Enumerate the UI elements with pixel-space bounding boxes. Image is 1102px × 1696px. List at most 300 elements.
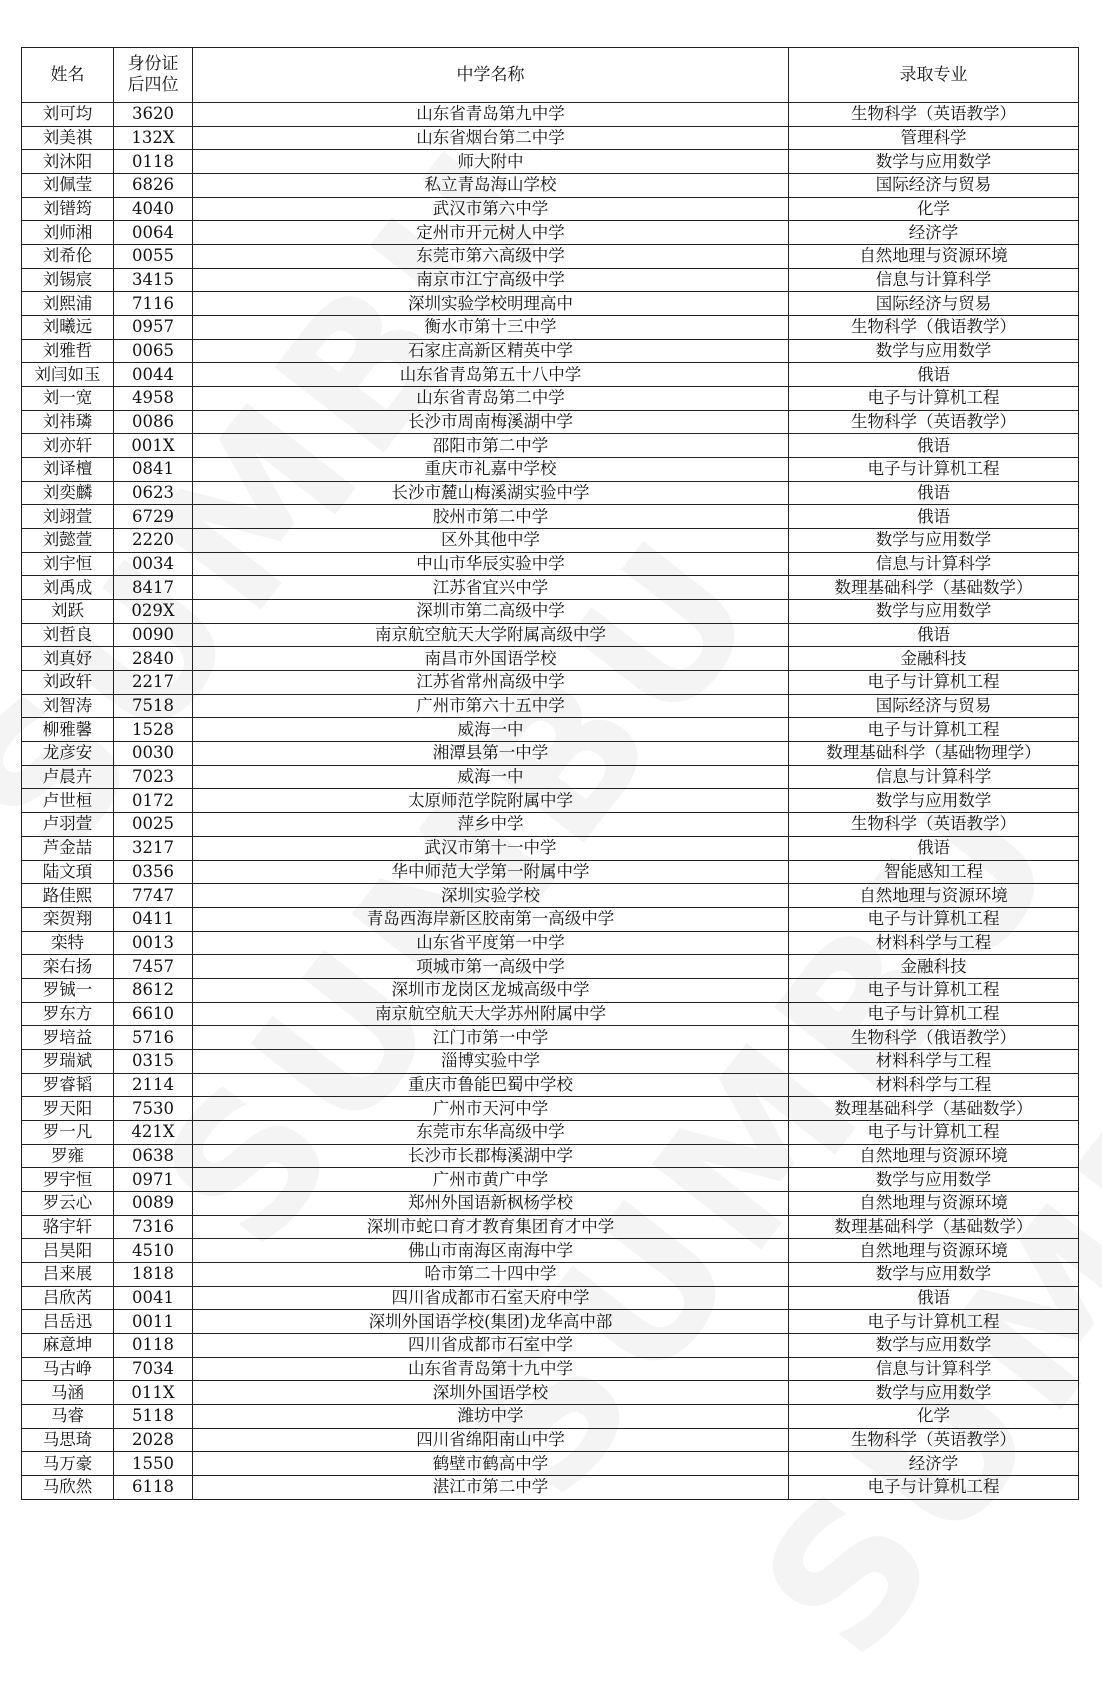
cell-name: 罗一凡 — [22, 1120, 114, 1144]
cell-major: 俄语 — [789, 836, 1079, 860]
cell-id-last4: 421X — [114, 1120, 193, 1144]
cell-major: 电子与计算机工程 — [789, 387, 1079, 411]
cell-name: 刘宇恒 — [22, 552, 114, 576]
cell-major: 数学与应用数学 — [789, 1381, 1079, 1405]
cell-major: 数学与应用数学 — [789, 1262, 1079, 1286]
cell-name: 罗培益 — [22, 1026, 114, 1050]
cell-school: 深圳实验学校 — [193, 884, 789, 908]
header-school: 中学名称 — [193, 48, 789, 103]
cell-id-last4: 0623 — [114, 481, 193, 505]
cell-school: 南京市江宁高级中学 — [193, 268, 789, 292]
cell-id-last4: 0957 — [114, 316, 193, 340]
cell-major: 俄语 — [789, 481, 1079, 505]
header-id-line2: 后四位 — [127, 75, 179, 95]
cell-id-last4: 4958 — [114, 387, 193, 411]
cell-major: 生物科学（英语教学） — [789, 813, 1079, 837]
cell-id-last4: 8417 — [114, 576, 193, 600]
table-row — [22, 1381, 1079, 1405]
cell-school: 东莞市东华高级中学 — [193, 1120, 789, 1144]
cell-name: 吕昊阳 — [22, 1239, 114, 1263]
table-row — [22, 1168, 1079, 1192]
cell-name: 卢世桓 — [22, 789, 114, 813]
cell-major: 智能感知工程 — [789, 860, 1079, 884]
cell-name: 罗雍 — [22, 1144, 114, 1168]
cell-id-last4: 6118 — [114, 1475, 193, 1499]
cell-id-last4: 3217 — [114, 836, 193, 860]
table-row — [22, 671, 1079, 695]
cell-school: 四川省成都市石室中学 — [193, 1333, 789, 1357]
table-row — [22, 836, 1079, 860]
cell-school: 湘潭县第一中学 — [193, 742, 789, 766]
cell-id-last4: 1528 — [114, 718, 193, 742]
cell-name: 刘曦远 — [22, 316, 114, 340]
header-id-last4 — [114, 48, 193, 103]
table-row — [22, 103, 1079, 127]
cell-school: 佛山市南海区南海中学 — [193, 1239, 789, 1263]
cell-id-last4: 0411 — [114, 907, 193, 931]
cell-name: 刘亦轩 — [22, 434, 114, 458]
cell-id-last4: 3620 — [114, 103, 193, 127]
cell-school: 太原师范学院附属中学 — [193, 789, 789, 813]
cell-name: 刘雅哲 — [22, 339, 114, 363]
cell-school: 长沙市麓山梅溪湖实验中学 — [193, 481, 789, 505]
cell-major: 俄语 — [789, 434, 1079, 458]
cell-name: 麻意坤 — [22, 1333, 114, 1357]
cell-major: 化学 — [789, 1404, 1079, 1428]
cell-school: 威海一中 — [193, 718, 789, 742]
cell-id-last4: 0118 — [114, 150, 193, 174]
table-row — [22, 316, 1079, 340]
cell-id-last4: 7116 — [114, 292, 193, 316]
cell-school: 衡水市第十三中学 — [193, 316, 789, 340]
cell-major: 数学与应用数学 — [789, 150, 1079, 174]
cell-id-last4: 4040 — [114, 197, 193, 221]
cell-school: 胶州市第二中学 — [193, 505, 789, 529]
cell-id-last4: 2840 — [114, 647, 193, 671]
cell-major: 国际经济与贸易 — [789, 694, 1079, 718]
admission-table — [21, 47, 1079, 1500]
cell-id-last4: 2114 — [114, 1073, 193, 1097]
cell-name: 卢晨卉 — [22, 765, 114, 789]
cell-school: 华中师范大学第一附属中学 — [193, 860, 789, 884]
cell-name: 刘祎璘 — [22, 410, 114, 434]
cell-name: 刘沐阳 — [22, 150, 114, 174]
cell-school: 山东省青岛第二中学 — [193, 387, 789, 411]
cell-school: 项城市第一高级中学 — [193, 955, 789, 979]
cell-major: 管理科学 — [789, 126, 1079, 150]
table-row — [22, 529, 1079, 553]
table-row — [22, 1002, 1079, 1026]
cell-school: 深圳外国语学校 — [193, 1381, 789, 1405]
table-row — [22, 1239, 1079, 1263]
cell-name: 刘奕麟 — [22, 481, 114, 505]
cell-name: 罗云心 — [22, 1191, 114, 1215]
cell-id-last4: 0025 — [114, 813, 193, 837]
cell-id-last4: 4510 — [114, 1239, 193, 1263]
table-row — [22, 576, 1079, 600]
table-row — [22, 931, 1079, 955]
cell-major: 数学与应用数学 — [789, 339, 1079, 363]
cell-name: 栾特 — [22, 931, 114, 955]
cell-id-last4: 0086 — [114, 410, 193, 434]
cell-name: 罗天阳 — [22, 1097, 114, 1121]
cell-name: 刘师湘 — [22, 221, 114, 245]
cell-id-last4: 1818 — [114, 1262, 193, 1286]
cell-name: 罗瑞斌 — [22, 1049, 114, 1073]
table-row — [22, 458, 1079, 482]
cell-name: 柳雅馨 — [22, 718, 114, 742]
cell-school: 南昌市外国语学校 — [193, 647, 789, 671]
cell-major: 自然地理与资源环境 — [789, 245, 1079, 269]
cell-id-last4: 6826 — [114, 174, 193, 198]
cell-name: 罗东方 — [22, 1002, 114, 1026]
table-row — [22, 1262, 1079, 1286]
cell-name: 刘可均 — [22, 103, 114, 127]
cell-major: 生物科学（英语教学） — [789, 103, 1079, 127]
table-row — [22, 1215, 1079, 1239]
cell-id-last4: 0638 — [114, 1144, 193, 1168]
table-body — [22, 103, 1079, 1500]
header-major: 录取专业 — [789, 48, 1079, 103]
cell-id-last4: 029X — [114, 600, 193, 624]
cell-id-last4: 0356 — [114, 860, 193, 884]
table-row — [22, 1073, 1079, 1097]
table-row — [22, 1475, 1079, 1499]
cell-major: 数学与应用数学 — [789, 1168, 1079, 1192]
cell-id-last4: 0044 — [114, 363, 193, 387]
table-row — [22, 1191, 1079, 1215]
cell-major: 经济学 — [789, 221, 1079, 245]
cell-school: 哈市第二十四中学 — [193, 1262, 789, 1286]
cell-id-last4: 0090 — [114, 623, 193, 647]
cell-name: 陆文頊 — [22, 860, 114, 884]
cell-school: 鹤壁市鹤高中学 — [193, 1452, 789, 1476]
header-name: 姓名 — [22, 48, 114, 103]
cell-name: 吕欣芮 — [22, 1286, 114, 1310]
cell-id-last4: 2217 — [114, 671, 193, 695]
table-row — [22, 481, 1079, 505]
cell-id-last4: 132X — [114, 126, 193, 150]
cell-id-last4: 5118 — [114, 1404, 193, 1428]
cell-name: 马睿 — [22, 1404, 114, 1428]
cell-major: 俄语 — [789, 363, 1079, 387]
cell-name: 栾右扬 — [22, 955, 114, 979]
cell-id-last4: 0172 — [114, 789, 193, 813]
cell-id-last4: 7023 — [114, 765, 193, 789]
table-row — [22, 718, 1079, 742]
cell-school: 山东省平度第一中学 — [193, 931, 789, 955]
table-row — [22, 813, 1079, 837]
cell-id-last4: 0089 — [114, 1191, 193, 1215]
cell-major: 数学与应用数学 — [789, 600, 1079, 624]
cell-id-last4: 011X — [114, 1381, 193, 1405]
table-row — [22, 1404, 1079, 1428]
cell-major: 材料科学与工程 — [789, 931, 1079, 955]
cell-major: 自然地理与资源环境 — [789, 884, 1079, 908]
cell-school: 深圳实验学校明理高中 — [193, 292, 789, 316]
cell-id-last4: 1550 — [114, 1452, 193, 1476]
cell-school: 四川省成都市石室天府中学 — [193, 1286, 789, 1310]
cell-name: 刘一宽 — [22, 387, 114, 411]
cell-school: 广州市天河中学 — [193, 1097, 789, 1121]
cell-id-last4: 7518 — [114, 694, 193, 718]
cell-school: 广州市第六十五中学 — [193, 694, 789, 718]
cell-major: 生物科学（英语教学） — [789, 1428, 1079, 1452]
cell-name: 刘佩莹 — [22, 174, 114, 198]
table-row — [22, 1097, 1079, 1121]
cell-school: 重庆市礼嘉中学校 — [193, 458, 789, 482]
cell-id-last4: 7530 — [114, 1097, 193, 1121]
cell-school: 区外其他中学 — [193, 529, 789, 553]
table-row — [22, 1026, 1079, 1050]
cell-id-last4: 7034 — [114, 1357, 193, 1381]
cell-name: 刘闫如玉 — [22, 363, 114, 387]
cell-id-last4: 0013 — [114, 931, 193, 955]
cell-major: 信息与计算科学 — [789, 268, 1079, 292]
cell-name: 刘哲良 — [22, 623, 114, 647]
cell-school: 山东省青岛第九中学 — [193, 103, 789, 127]
table-row — [22, 742, 1079, 766]
table-row — [22, 1357, 1079, 1381]
cell-id-last4: 3415 — [114, 268, 193, 292]
cell-name: 刘锡宸 — [22, 268, 114, 292]
cell-major: 数理基础科学（基础数学） — [789, 576, 1079, 600]
cell-school: 私立青岛海山学校 — [193, 174, 789, 198]
cell-school: 潍坊中学 — [193, 1404, 789, 1428]
cell-id-last4: 0030 — [114, 742, 193, 766]
cell-school: 东莞市第六高级中学 — [193, 245, 789, 269]
table-row — [22, 387, 1079, 411]
cell-name: 栾贺翔 — [22, 907, 114, 931]
table-row — [22, 174, 1079, 198]
cell-major: 数学与应用数学 — [789, 529, 1079, 553]
cell-school: 中山市华辰实验中学 — [193, 552, 789, 576]
cell-name: 骆宇轩 — [22, 1215, 114, 1239]
cell-school: 淄博实验中学 — [193, 1049, 789, 1073]
cell-major: 信息与计算科学 — [789, 765, 1079, 789]
table-row — [22, 860, 1079, 884]
cell-major: 电子与计算机工程 — [789, 458, 1079, 482]
cell-major: 自然地理与资源环境 — [789, 1239, 1079, 1263]
cell-major: 经济学 — [789, 1452, 1079, 1476]
cell-major: 自然地理与资源环境 — [789, 1191, 1079, 1215]
cell-name: 路佳熙 — [22, 884, 114, 908]
cell-name: 刘镨筠 — [22, 197, 114, 221]
cell-id-last4: 6729 — [114, 505, 193, 529]
table-row — [22, 363, 1079, 387]
cell-school: 邵阳市第二中学 — [193, 434, 789, 458]
cell-id-last4: 0315 — [114, 1049, 193, 1073]
cell-name: 刘跃 — [22, 600, 114, 624]
cell-school: 四川省绵阳南山中学 — [193, 1428, 789, 1452]
table-header-row — [22, 48, 1079, 103]
cell-id-last4: 0118 — [114, 1333, 193, 1357]
cell-id-last4: 0055 — [114, 245, 193, 269]
cell-school: 长沙市长郡梅溪湖中学 — [193, 1144, 789, 1168]
cell-school: 深圳市蛇口育才教育集团育才中学 — [193, 1215, 789, 1239]
cell-id-last4: 0041 — [114, 1286, 193, 1310]
cell-major: 电子与计算机工程 — [789, 907, 1079, 931]
table-row — [22, 694, 1079, 718]
cell-major: 国际经济与贸易 — [789, 174, 1079, 198]
cell-name: 罗宇恒 — [22, 1168, 114, 1192]
cell-id-last4: 2028 — [114, 1428, 193, 1452]
cell-major: 数学与应用数学 — [789, 789, 1079, 813]
table-row — [22, 1333, 1079, 1357]
table-row — [22, 268, 1079, 292]
cell-name: 刘希伦 — [22, 245, 114, 269]
cell-major: 俄语 — [789, 1286, 1079, 1310]
table-row — [22, 150, 1079, 174]
cell-major: 数学与应用数学 — [789, 1333, 1079, 1357]
cell-school: 深圳外国语学校(集团)龙华高中部 — [193, 1310, 789, 1334]
cell-school: 广州市黄广中学 — [193, 1168, 789, 1192]
cell-school: 武汉市第六中学 — [193, 197, 789, 221]
cell-id-last4: 0064 — [114, 221, 193, 245]
cell-major: 电子与计算机工程 — [789, 1310, 1079, 1334]
table-row — [22, 1286, 1079, 1310]
cell-name: 龙彦安 — [22, 742, 114, 766]
cell-name: 马涵 — [22, 1381, 114, 1405]
cell-major: 化学 — [789, 197, 1079, 221]
table-row — [22, 221, 1079, 245]
cell-name: 马万豪 — [22, 1452, 114, 1476]
table-row — [22, 907, 1079, 931]
cell-major: 金融科技 — [789, 647, 1079, 671]
cell-name: 刘真妤 — [22, 647, 114, 671]
table-row — [22, 197, 1079, 221]
table-row — [22, 1120, 1079, 1144]
cell-school: 重庆市鲁能巴蜀中学校 — [193, 1073, 789, 1097]
cell-school: 青岛西海岸新区胶南第一高级中学 — [193, 907, 789, 931]
cell-school: 江苏省宜兴中学 — [193, 576, 789, 600]
cell-id-last4: 001X — [114, 434, 193, 458]
table-row — [22, 978, 1079, 1002]
cell-name: 马古峥 — [22, 1357, 114, 1381]
cell-school: 江门市第一中学 — [193, 1026, 789, 1050]
cell-id-last4: 0841 — [114, 458, 193, 482]
cell-name: 吕来展 — [22, 1262, 114, 1286]
cell-major: 俄语 — [789, 623, 1079, 647]
cell-name: 刘美祺 — [22, 126, 114, 150]
cell-name: 刘智涛 — [22, 694, 114, 718]
table-row — [22, 245, 1079, 269]
cell-name: 马思琦 — [22, 1428, 114, 1452]
cell-school: 山东省青岛第十九中学 — [193, 1357, 789, 1381]
cell-school: 威海一中 — [193, 765, 789, 789]
cell-school: 山东省烟台第二中学 — [193, 126, 789, 150]
cell-name: 刘翊萱 — [22, 505, 114, 529]
cell-school: 深圳市龙岗区龙城高级中学 — [193, 978, 789, 1002]
cell-name: 刘政轩 — [22, 671, 114, 695]
cell-school: 江苏省常州高级中学 — [193, 671, 789, 695]
cell-school: 山东省青岛第五十八中学 — [193, 363, 789, 387]
cell-id-last4: 8612 — [114, 978, 193, 1002]
cell-id-last4: 7747 — [114, 884, 193, 908]
cell-school: 武汉市第十一中学 — [193, 836, 789, 860]
cell-major: 电子与计算机工程 — [789, 1120, 1079, 1144]
cell-id-last4: 0971 — [114, 1168, 193, 1192]
cell-major: 生物科学（英语教学） — [789, 410, 1079, 434]
cell-major: 材料科学与工程 — [789, 1049, 1079, 1073]
cell-name: 刘熙浦 — [22, 292, 114, 316]
table-row — [22, 1049, 1079, 1073]
table-row — [22, 126, 1079, 150]
cell-name: 刘懿萱 — [22, 529, 114, 553]
cell-id-last4: 5716 — [114, 1026, 193, 1050]
cell-school: 郑州外国语新枫杨学校 — [193, 1191, 789, 1215]
cell-school: 南京航空航天大学附属高级中学 — [193, 623, 789, 647]
cell-name: 刘禹成 — [22, 576, 114, 600]
cell-school: 师大附中 — [193, 150, 789, 174]
cell-name: 罗铖一 — [22, 978, 114, 1002]
cell-major: 材料科学与工程 — [789, 1073, 1079, 1097]
table-row — [22, 955, 1079, 979]
cell-name: 芦金喆 — [22, 836, 114, 860]
table-row — [22, 647, 1079, 671]
cell-id-last4: 2220 — [114, 529, 193, 553]
table-row — [22, 623, 1079, 647]
cell-name: 吕岳迅 — [22, 1310, 114, 1334]
cell-major: 俄语 — [789, 505, 1079, 529]
cell-school: 石家庄高新区精英中学 — [193, 339, 789, 363]
cell-major: 电子与计算机工程 — [789, 978, 1079, 1002]
cell-school: 长沙市周南梅溪湖中学 — [193, 410, 789, 434]
table-row — [22, 339, 1079, 363]
table-row — [22, 1452, 1079, 1476]
table-row — [22, 765, 1079, 789]
cell-id-last4: 6610 — [114, 1002, 193, 1026]
table-row — [22, 1428, 1079, 1452]
cell-major: 电子与计算机工程 — [789, 718, 1079, 742]
cell-name: 卢羽萱 — [22, 813, 114, 837]
table-row — [22, 1144, 1079, 1168]
cell-id-last4: 0011 — [114, 1310, 193, 1334]
cell-major: 数理基础科学（基础数学） — [789, 1215, 1079, 1239]
table-row — [22, 1310, 1079, 1334]
table-row — [22, 600, 1079, 624]
cell-major: 金融科技 — [789, 955, 1079, 979]
cell-major: 信息与计算科学 — [789, 552, 1079, 576]
header-id-line1: 身份证 — [127, 54, 179, 74]
table-row — [22, 434, 1079, 458]
table-row — [22, 505, 1079, 529]
cell-name: 罗睿韬 — [22, 1073, 114, 1097]
cell-school: 南京航空航天大学苏州附属中学 — [193, 1002, 789, 1026]
cell-major: 电子与计算机工程 — [789, 1002, 1079, 1026]
table-row — [22, 884, 1079, 908]
cell-school: 深圳市第二高级中学 — [193, 600, 789, 624]
table-row — [22, 410, 1079, 434]
cell-id-last4: 0065 — [114, 339, 193, 363]
cell-school: 萍乡中学 — [193, 813, 789, 837]
cell-id-last4: 0034 — [114, 552, 193, 576]
cell-major: 生物科学（俄语教学） — [789, 316, 1079, 340]
cell-name: 马欣然 — [22, 1475, 114, 1499]
cell-school: 定州市开元树人中学 — [193, 221, 789, 245]
cell-school: 湛江市第二中学 — [193, 1475, 789, 1499]
table-row — [22, 292, 1079, 316]
cell-major: 生物科学（俄语教学） — [789, 1026, 1079, 1050]
cell-major: 电子与计算机工程 — [789, 671, 1079, 695]
cell-major: 自然地理与资源环境 — [789, 1144, 1079, 1168]
table-row — [22, 789, 1079, 813]
cell-id-last4: 7457 — [114, 955, 193, 979]
cell-major: 国际经济与贸易 — [789, 292, 1079, 316]
cell-name: 刘译檀 — [22, 458, 114, 482]
cell-id-last4: 7316 — [114, 1215, 193, 1239]
cell-major: 信息与计算科学 — [789, 1357, 1079, 1381]
